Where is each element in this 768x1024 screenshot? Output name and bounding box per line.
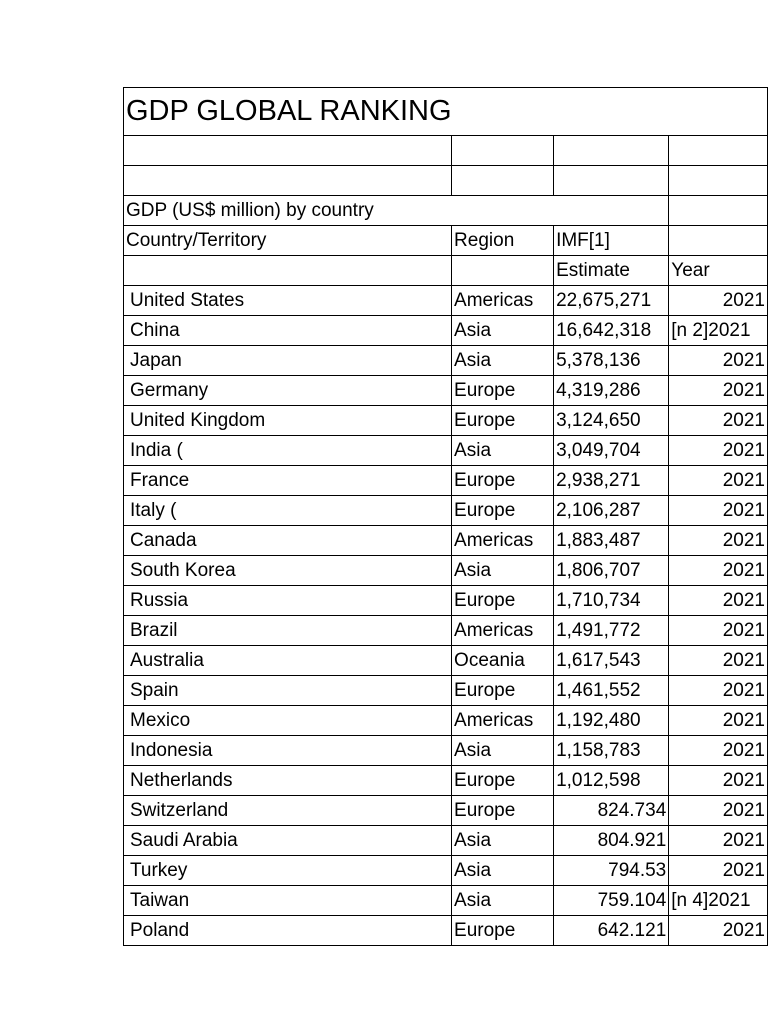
table-row	[124, 616, 768, 646]
cell-year-value: 2021	[722, 860, 765, 881]
table-row	[124, 856, 768, 886]
cell-region[interactable]: Asia	[452, 886, 554, 916]
cell-year[interactable]	[669, 496, 768, 526]
cell-country[interactable]: Turkey	[124, 856, 452, 886]
header-row	[124, 226, 768, 256]
cell-year-value: 2021	[722, 410, 765, 431]
cell-year-value: 2021	[722, 290, 765, 311]
cell-year[interactable]	[669, 616, 768, 646]
cell-region[interactable]: Americas	[452, 616, 554, 646]
cell-region[interactable]: Asia	[452, 346, 554, 376]
cell-country[interactable]: Switzerland	[124, 796, 452, 826]
cell-region[interactable]: Europe	[452, 916, 554, 946]
cell-year-value: 2021	[722, 440, 765, 461]
header-imf[interactable]: IMF[1]	[554, 226, 669, 256]
cell-region[interactable]: Europe	[452, 466, 554, 496]
cell-year-value: 2021	[722, 620, 765, 641]
cell-year[interactable]	[669, 796, 768, 826]
table-row	[124, 916, 768, 946]
cell-year[interactable]	[669, 406, 768, 436]
cell-year[interactable]	[669, 346, 768, 376]
cell-year-value: 2021	[722, 650, 765, 671]
header-year[interactable]: Year	[669, 256, 768, 286]
cell-region[interactable]: Americas	[452, 706, 554, 736]
cell-year[interactable]	[669, 736, 768, 766]
cell-country[interactable]: South Korea	[124, 556, 452, 586]
cell-region[interactable]: Asia	[452, 856, 554, 886]
cell-estimate[interactable]: 4,319,286	[554, 376, 669, 406]
table-row	[124, 526, 768, 556]
table-row	[124, 316, 768, 346]
empty-cell[interactable]	[452, 136, 554, 166]
cell-year-value: 2021	[722, 710, 765, 731]
cell-region[interactable]: Americas	[452, 526, 554, 556]
cell-year-value: 2021	[722, 380, 765, 401]
cell-year[interactable]	[669, 826, 768, 856]
cell-year[interactable]	[669, 556, 768, 586]
cell-year-value: 2021	[722, 740, 765, 761]
cell-estimate[interactable]: 3,124,650	[554, 406, 669, 436]
cell-region[interactable]: Asia	[452, 826, 554, 856]
cell-region[interactable]: Americas	[452, 286, 554, 316]
table-row	[124, 826, 768, 856]
subheader-row	[124, 256, 768, 286]
table-row	[124, 406, 768, 436]
cell-estimate[interactable]: 824.734	[554, 796, 669, 826]
title-cell-d[interactable]	[669, 88, 768, 136]
table-row	[124, 286, 768, 316]
empty-cell[interactable]	[669, 136, 768, 166]
cell-year-value: 2021	[722, 560, 765, 581]
cell-country[interactable]: India (	[124, 436, 452, 466]
subtitle-row	[124, 196, 768, 226]
table-subtitle: GDP (US$ million) by country	[126, 200, 374, 221]
empty-cell[interactable]	[554, 136, 669, 166]
table-row	[124, 436, 768, 466]
cell-year-value: 2021	[722, 350, 765, 371]
cell-country[interactable]: Germany	[124, 376, 452, 406]
empty-row	[124, 166, 768, 196]
cell-country[interactable]: Netherlands	[124, 766, 452, 796]
cell-year[interactable]	[669, 466, 768, 496]
cell-year[interactable]	[669, 316, 768, 346]
cell-region[interactable]: Europe	[452, 376, 554, 406]
cell-country[interactable]: United Kingdom	[124, 406, 452, 436]
table-row	[124, 466, 768, 496]
cell-year-value: 2021	[722, 500, 765, 521]
table-row	[124, 346, 768, 376]
cell-region[interactable]: Europe	[452, 676, 554, 706]
cell-estimate[interactable]: 1,491,772	[554, 616, 669, 646]
cell-country[interactable]: Australia	[124, 646, 452, 676]
cell-estimate[interactable]: 1,012,598	[554, 766, 669, 796]
empty-cell[interactable]	[124, 166, 452, 196]
cell-year-value: 2021	[722, 470, 765, 491]
cell-region[interactable]: Europe	[452, 586, 554, 616]
cell-year-value: 2021	[722, 800, 765, 821]
page-title: GDP GLOBAL RANKING	[126, 95, 452, 127]
table-row	[124, 886, 768, 916]
cell-year[interactable]	[669, 526, 768, 556]
cell-country[interactable]: Taiwan	[124, 886, 452, 916]
title-row	[124, 88, 768, 136]
cell-note: [n 2]	[671, 320, 709, 341]
cell-region[interactable]: Oceania	[452, 646, 554, 676]
cell-region[interactable]: Europe	[452, 496, 554, 526]
empty-cell[interactable]	[669, 166, 768, 196]
cell-year-value: 2021	[708, 890, 751, 911]
gdp-table	[123, 87, 768, 946]
cell-country[interactable]: China	[124, 316, 452, 346]
table-row	[124, 556, 768, 586]
cell-year[interactable]	[669, 856, 768, 886]
cell-country[interactable]: France	[124, 466, 452, 496]
subtitle-cell-c[interactable]	[554, 196, 669, 226]
cell-estimate[interactable]: 3,049,704	[554, 436, 669, 466]
cell-region[interactable]: Asia	[452, 736, 554, 766]
table-row	[124, 496, 768, 526]
empty-cell[interactable]	[554, 166, 669, 196]
cell-estimate[interactable]: 5,378,136	[554, 346, 669, 376]
table-row	[124, 376, 768, 406]
cell-country[interactable]: Spain	[124, 676, 452, 706]
header-empty[interactable]	[669, 226, 768, 256]
cell-estimate[interactable]: 22,675,271	[554, 286, 669, 316]
cell-estimate[interactable]: 1,806,707	[554, 556, 669, 586]
cell-year[interactable]	[669, 376, 768, 406]
cell-year[interactable]	[669, 646, 768, 676]
cell-country[interactable]: United States	[124, 286, 452, 316]
cell-estimate[interactable]: 2,106,287	[554, 496, 669, 526]
cell-region[interactable]: Asia	[452, 556, 554, 586]
cell-estimate[interactable]: 1,617,543	[554, 646, 669, 676]
table-row	[124, 796, 768, 826]
table-row	[124, 706, 768, 736]
table-row	[124, 646, 768, 676]
cell-estimate[interactable]: 16,642,318	[554, 316, 669, 346]
cell-year-value: 2021	[708, 320, 751, 341]
cell-year-value: 2021	[722, 680, 765, 701]
cell-country[interactable]: Brazil	[124, 616, 452, 646]
cell-estimate[interactable]: 642.121	[554, 916, 669, 946]
table-row	[124, 586, 768, 616]
cell-year[interactable]	[669, 586, 768, 616]
table-row	[124, 676, 768, 706]
cell-region[interactable]: Europe	[452, 406, 554, 436]
cell-estimate[interactable]: 1,710,734	[554, 586, 669, 616]
cell-year-value: 2021	[722, 530, 765, 551]
cell-estimate[interactable]: 794.53	[554, 856, 669, 886]
cell-year-value: 2021	[722, 830, 765, 851]
subtitle-cell-d[interactable]	[669, 196, 768, 226]
cell-year[interactable]	[669, 706, 768, 736]
header-estimate[interactable]: Estimate	[554, 256, 669, 286]
cell-estimate[interactable]: 1,461,552	[554, 676, 669, 706]
header-region[interactable]: Region	[452, 226, 554, 256]
cell-year[interactable]	[669, 676, 768, 706]
cell-year[interactable]	[669, 286, 768, 316]
cell-year[interactable]	[669, 916, 768, 946]
title-cell-b[interactable]	[452, 88, 554, 136]
cell-year[interactable]	[669, 436, 768, 466]
cell-estimate[interactable]: 1,883,487	[554, 526, 669, 556]
cell-estimate[interactable]: 759.104	[554, 886, 669, 916]
cell-country[interactable]: Russia	[124, 586, 452, 616]
cell-region[interactable]: Europe	[452, 766, 554, 796]
title-cell[interactable]	[124, 88, 452, 136]
cell-estimate[interactable]: 1,192,480	[554, 706, 669, 736]
table-row	[124, 736, 768, 766]
cell-year[interactable]	[669, 886, 768, 916]
empty-row	[124, 136, 768, 166]
cell-note: [n 4]	[671, 890, 709, 911]
cell-year[interactable]	[669, 766, 768, 796]
empty-cell[interactable]	[452, 166, 554, 196]
subtitle-cell[interactable]	[124, 196, 452, 226]
cell-estimate[interactable]: 1,158,783	[554, 736, 669, 766]
cell-country[interactable]: Japan	[124, 346, 452, 376]
subtitle-cell-b[interactable]	[452, 196, 554, 226]
empty-cell[interactable]	[124, 136, 452, 166]
cell-region[interactable]: Asia	[452, 316, 554, 346]
cell-country[interactable]: Mexico	[124, 706, 452, 736]
cell-country[interactable]: Saudi Arabia	[124, 826, 452, 856]
cell-region[interactable]: Asia	[452, 436, 554, 466]
cell-country[interactable]: Canada	[124, 526, 452, 556]
header-country[interactable]: Country/Territory	[124, 226, 452, 256]
title-cell-c[interactable]	[554, 88, 669, 136]
cell-country[interactable]: Indonesia	[124, 736, 452, 766]
subheader-empty[interactable]	[452, 256, 554, 286]
cell-year-value: 2021	[722, 920, 765, 941]
cell-region[interactable]: Europe	[452, 796, 554, 826]
table-row	[124, 766, 768, 796]
cell-estimate[interactable]: 2,938,271	[554, 466, 669, 496]
cell-year-value: 2021	[722, 590, 765, 611]
subheader-empty[interactable]	[124, 256, 452, 286]
cell-year-value: 2021	[722, 770, 765, 791]
cell-estimate[interactable]: 804.921	[554, 826, 669, 856]
cell-country[interactable]: Italy (	[124, 496, 452, 526]
cell-country[interactable]: Poland	[124, 916, 452, 946]
